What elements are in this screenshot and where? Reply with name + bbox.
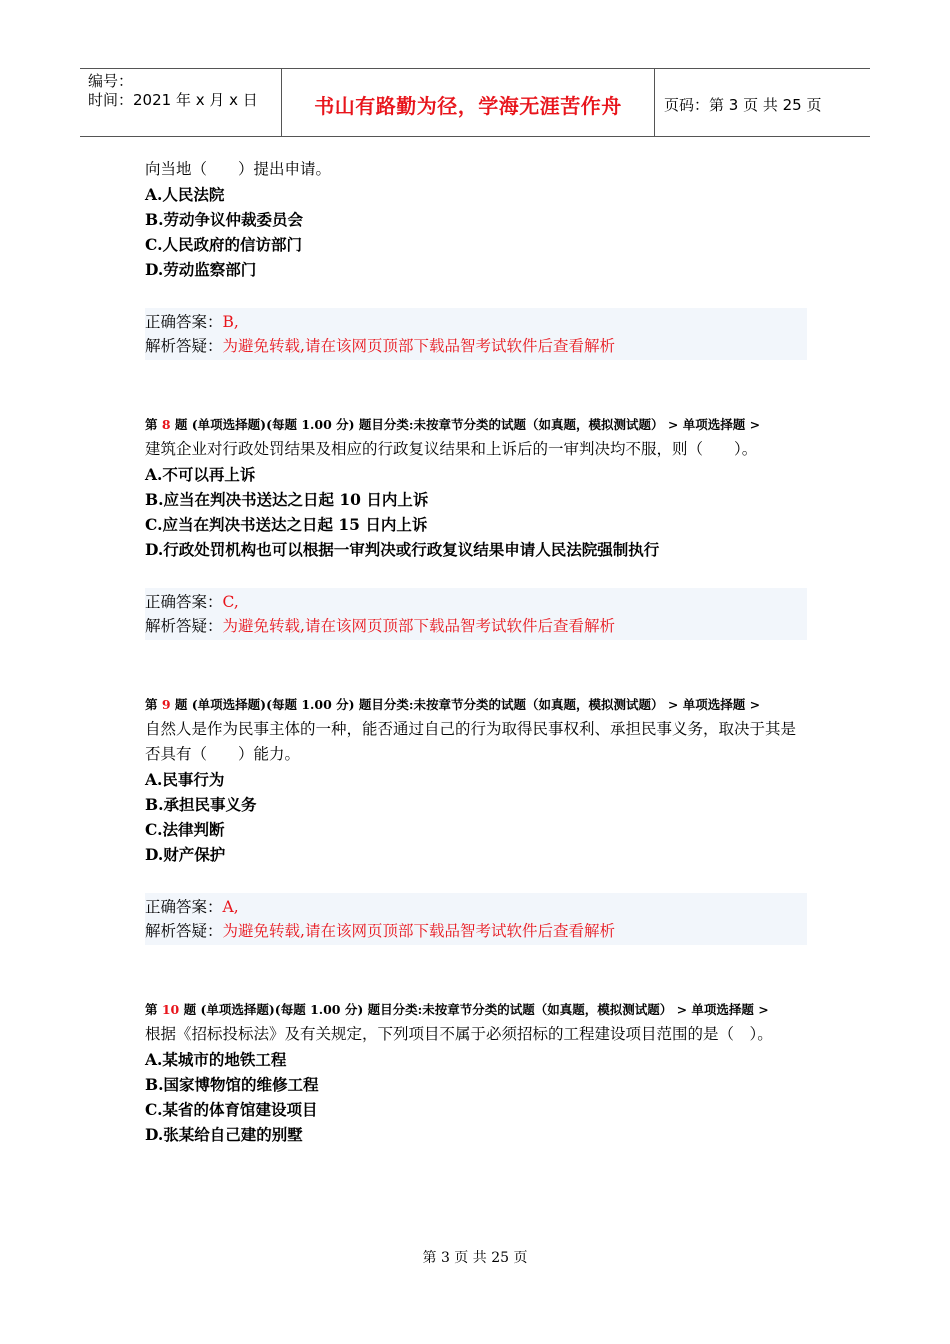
analysis-line bbox=[145, 919, 807, 943]
question-header-prefix: 第 bbox=[145, 1002, 162, 1017]
question-stem: 建筑企业对行政处罚结果及相应的行政复议结果和上诉后的一审判决均不服，则（ ）。 bbox=[145, 440, 758, 458]
question-block-8 bbox=[145, 412, 807, 640]
answer-line bbox=[145, 590, 807, 614]
question-header bbox=[145, 997, 807, 1022]
answer-label: 正确答案： bbox=[145, 898, 223, 916]
header-top-rule bbox=[80, 68, 870, 69]
question-stem: 自然人是作为民事主体的一种，能否通过自己的行为取得民事权利、承担民事义务，取决于其是否具有（ ）能力。 bbox=[145, 720, 797, 763]
option-d: D.劳动监察部门 bbox=[145, 260, 257, 279]
question-header bbox=[145, 412, 807, 437]
question-block-7 bbox=[145, 157, 807, 360]
question-header-suffix: 题 (单项选择题)(每题 1.00 分) 题目分类:未按章节分类的试题（如真题，模拟测试题） > 单项选择题 > bbox=[170, 697, 761, 712]
header-divider-right bbox=[654, 68, 655, 136]
option-b: B.应当在判决书送达之日起 10 日内上诉 bbox=[145, 490, 429, 509]
question-number: 10 bbox=[161, 1002, 180, 1017]
header-motto: 书山有路勤为径，学海无涯苦作舟 bbox=[314, 94, 622, 118]
question-content bbox=[145, 157, 807, 1147]
answer-label: 正确答案： bbox=[145, 593, 223, 611]
option-a: A.人民法院 bbox=[145, 185, 225, 204]
option-b: B.承担民事义务 bbox=[145, 795, 257, 814]
option-d: D.张某给自己建的别墅 bbox=[145, 1125, 303, 1144]
option-b: B.国家博物馆的维修工程 bbox=[145, 1075, 319, 1094]
analysis-line bbox=[145, 614, 807, 638]
option-a: A.某城市的地铁工程 bbox=[145, 1050, 287, 1069]
answer-value: A, bbox=[222, 898, 239, 916]
answer-line bbox=[145, 310, 807, 334]
answer-value: B, bbox=[222, 313, 239, 331]
analysis-line bbox=[145, 334, 807, 358]
analysis-value: 为避免转载,请在该网页顶部下载品智考试软件后查看解析 bbox=[222, 617, 615, 635]
header-meta bbox=[88, 72, 258, 110]
analysis-label: 解析答疑： bbox=[145, 922, 223, 940]
question-number: 9 bbox=[161, 697, 171, 712]
answer-box bbox=[145, 308, 807, 360]
question-header-suffix: 题 (单项选择题)(每题 1.00 分) 题目分类:未按章节分类的试题（如真题，模拟测试题） > 单项选择题 > bbox=[179, 1002, 769, 1017]
question-header bbox=[145, 692, 807, 717]
question-block-10 bbox=[145, 997, 807, 1147]
question-header-prefix: 第 bbox=[145, 697, 162, 712]
option-b: B.劳动争议仲裁委员会 bbox=[145, 210, 303, 229]
question-number: 8 bbox=[161, 417, 171, 432]
answer-value: C, bbox=[222, 593, 239, 611]
answer-label: 正确答案： bbox=[145, 313, 223, 331]
header-id-label: 编号： bbox=[88, 72, 134, 90]
answer-box bbox=[145, 893, 807, 945]
question-block-9 bbox=[145, 692, 807, 945]
option-d: D.行政处罚机构也可以根据一审判决或行政复议结果申请人民法院强制执行 bbox=[145, 540, 660, 559]
analysis-value: 为避免转载,请在该网页顶部下载品智考试软件后查看解析 bbox=[222, 337, 615, 355]
option-c: C.应当在判决书送达之日起 15 日内上诉 bbox=[145, 515, 428, 534]
option-d: D.财产保护 bbox=[145, 845, 226, 864]
option-a: A.民事行为 bbox=[145, 770, 225, 789]
page-footer: 第 3 页 共 25 页 bbox=[422, 1250, 528, 1266]
header-page-label: 页码：第 3 页 共 25 页 bbox=[664, 96, 822, 114]
answer-box bbox=[145, 588, 807, 640]
question-header-suffix: 题 (单项选择题)(每题 1.00 分) 题目分类:未按章节分类的试题（如真题，模拟测试题） > 单项选择题 > bbox=[170, 417, 761, 432]
option-c: C.人民政府的信访部门 bbox=[145, 235, 302, 254]
header-bottom-rule bbox=[80, 136, 870, 137]
header-time-label: 时间：2021 年 x 月 x 日 bbox=[88, 91, 258, 109]
option-c: C.某省的体育馆建设项目 bbox=[145, 1100, 318, 1119]
analysis-value: 为避免转载,请在该网页顶部下载品智考试软件后查看解析 bbox=[222, 922, 615, 940]
analysis-label: 解析答疑： bbox=[145, 617, 223, 635]
option-c: C.法律判断 bbox=[145, 820, 225, 839]
question-header-prefix: 第 bbox=[145, 417, 162, 432]
option-a: A.不可以再上诉 bbox=[145, 465, 256, 484]
question-stem: 向当地（ ）提出申请。 bbox=[145, 160, 332, 178]
question-stem: 根据《招标投标法》及有关规定，下列项目不属于必须招标的工程建设项目范围的是（ ）。 bbox=[145, 1025, 773, 1043]
analysis-label: 解析答疑： bbox=[145, 337, 223, 355]
answer-line bbox=[145, 895, 807, 919]
